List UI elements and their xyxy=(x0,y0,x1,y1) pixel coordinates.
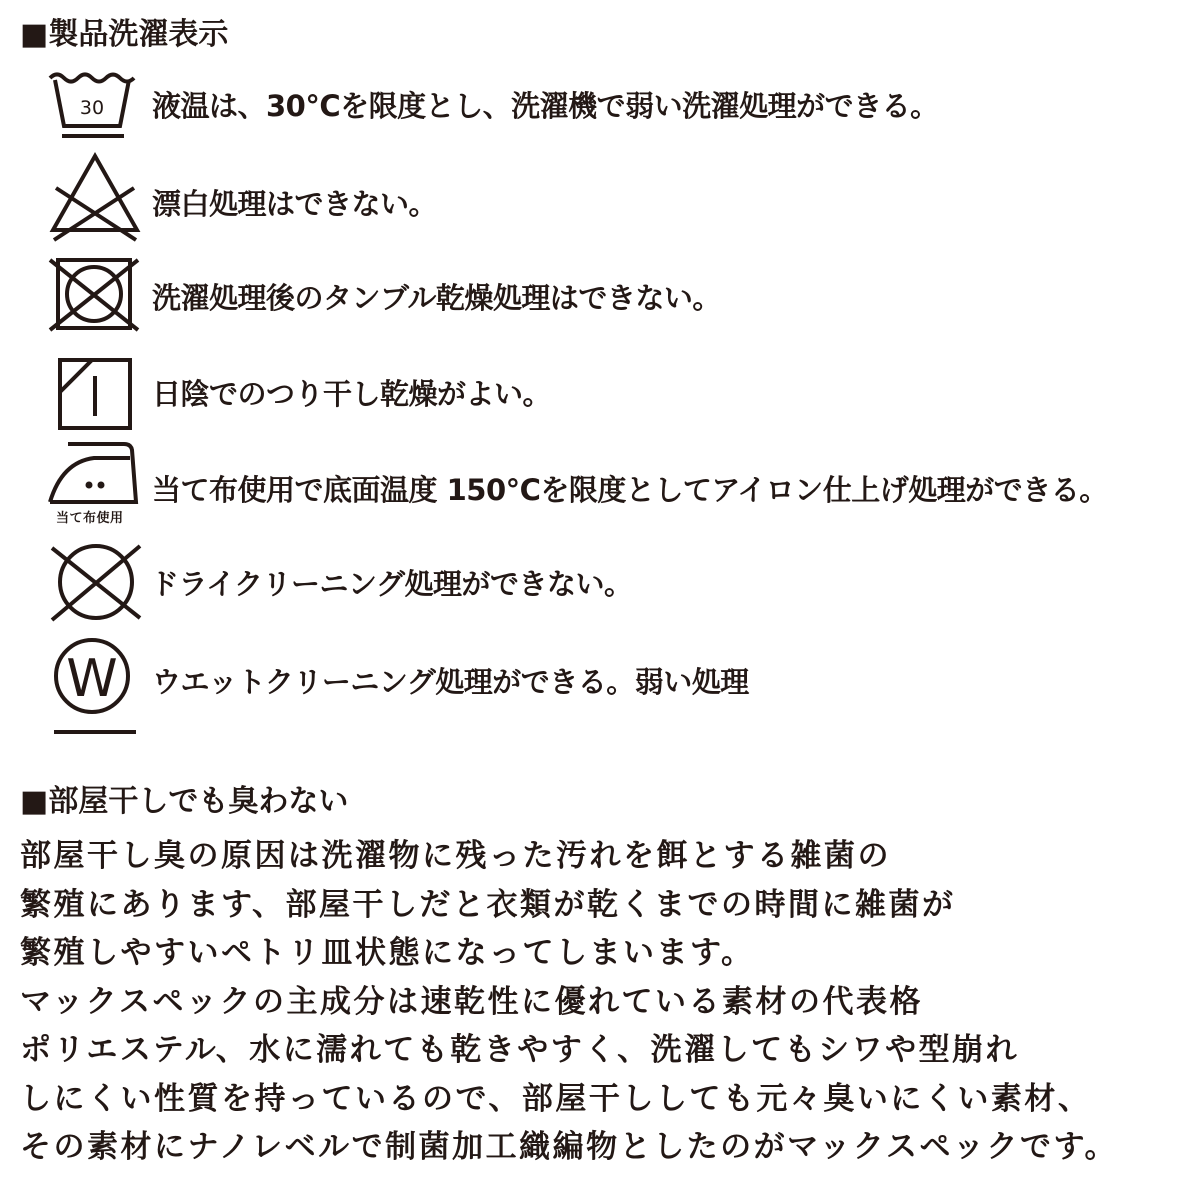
odor-heading: ■部屋干しでも臭わない xyxy=(20,784,349,819)
no-tumble-dry-icon xyxy=(48,258,140,332)
care-text-wet-clean: ウエットクリーニング処理ができる。弱い処理 xyxy=(152,665,749,699)
odor-line-6: しにくい性質を持っているので、部屋干ししても元々臭いにくい素材、 xyxy=(20,1080,1092,1117)
wash-tub-30-icon xyxy=(48,72,138,140)
wet-clean-icon xyxy=(48,628,140,736)
care-heading: ■製品洗濯表示 xyxy=(20,17,229,52)
care-text-tumble: 洗濯処理後のタンブル乾燥処理はできない。 xyxy=(152,281,721,315)
care-text-dry-clean: ドライクリーニング処理ができない。 xyxy=(150,567,633,601)
line-dry-shade-icon xyxy=(48,356,134,432)
wash-temperature-label: 30 xyxy=(79,97,105,119)
care-text-bleach: 漂白処理はできない。 xyxy=(152,187,438,221)
odor-line-2: 繁殖にあります、部屋干しだと衣類が乾くまでの時間に雑菌が xyxy=(20,886,956,923)
care-text-iron: 当て布使用で底面温度 150°Cを限度としてアイロン仕上げ処理ができる。 xyxy=(152,473,1108,507)
odor-line-7: その素材にナノレベルで制菌加工織編物としたのがマックスペックです。 xyxy=(20,1129,1119,1165)
iron-caption: 当て布使用 xyxy=(56,511,124,526)
odor-line-3: 繁殖しやすいペトリ皿状態になってしまいます。 xyxy=(20,935,755,971)
odor-line-5: ポリエステル、水に濡れても乾きやすく、洗濯してもシワや型崩れ xyxy=(20,1032,1020,1068)
iron-medium-icon xyxy=(48,440,140,506)
odor-line-1: 部屋干し臭の原因は洗濯物に残った汚れを餌とする雑菌の xyxy=(20,838,891,874)
odor-description xyxy=(20,832,1190,1172)
no-dry-clean-icon xyxy=(48,542,144,622)
care-text-wash: 液温は、30°Cを限度とし、洗濯機で弱い洗濯処理ができる。 xyxy=(152,89,939,123)
odor-line-4: マックスペックの主成分は速乾性に優れている素材の代表格 xyxy=(20,983,923,1020)
wet-clean-letter: W xyxy=(66,649,118,709)
no-bleach-icon xyxy=(48,152,142,242)
care-text-line-dry: 日陰でのつり干し乾燥がよい。 xyxy=(152,377,552,411)
